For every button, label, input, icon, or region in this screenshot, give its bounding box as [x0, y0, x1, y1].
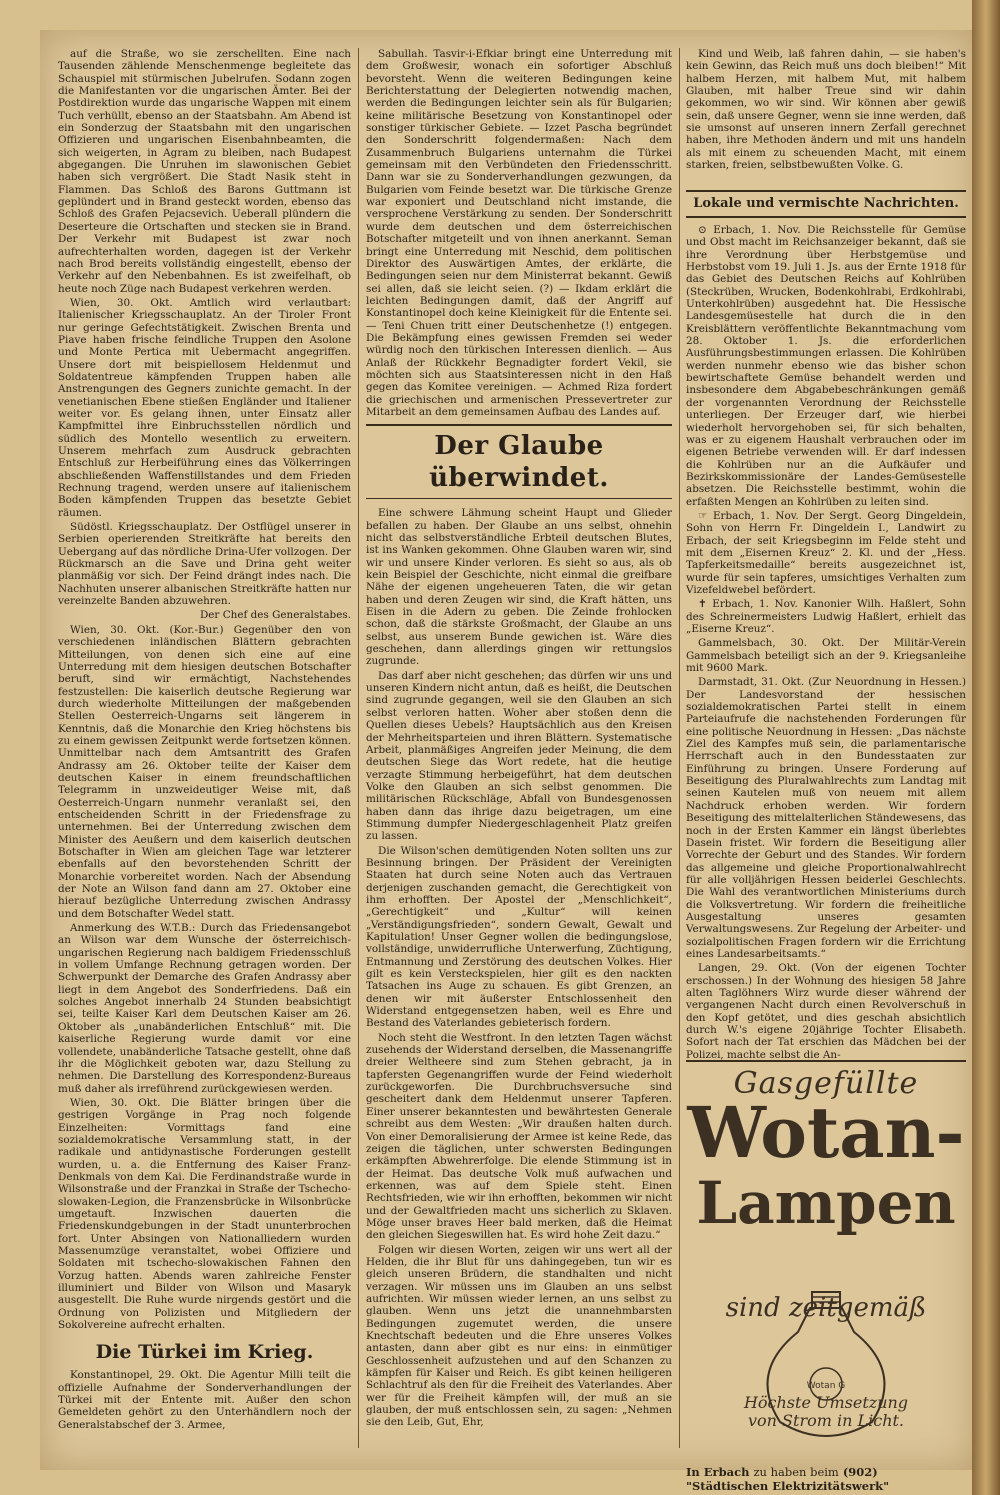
heading-lokale: Lokale und vermischte Nachrichten.: [686, 190, 966, 218]
article-paragraph: Wien, 30. Okt. (Kor.-Bur.) Gegenüber den von verschiedenen inländischen Blättern gebrachten Mitteilungen, von denen sich eine auf eine Unterredung mit dem hiesigen deutschen Botschafter beruft, sind wir ermächtigt, Nachstehendes festzustellen: Die kaiserlich deutsche Regierung war durch wiederholte Mitteilungen der maßgebenden Stellen Oesterreich-Ungarns seit längerem in Kenntnis, daß die Monarchie den Krieg höchstens bis zu einem gewissen Zeitpunkt werde fortsetzen können. Unmittelbar nach dem Amtsantritt des Grafen Andrassy am 26. Oktober teilte der Kaiser dem deutschen Kaiser in einem freundschaftlichen Telegramm in unzweideutiger Weise mit, daß Oesterreich-Ungarn nunmehr veranlaßt sei, den entscheidenden Schritt in der Friedensfrage zu unternehmen. Bei der Unterredung zwischen dem Minister des Aeußern und dem kaiserlich deutschen Botschafter in Wien am gleichen Tage war letzterer ebenfalls auf den bevorstehenden Schritt der Monarchie vorbereitet worden. Nach der Absendung der Note an Wilson fand dann am 27. Oktober eine hierauf bezügliche Unterredung zwischen Andrassy und dem Botschafter Wedel statt.: [58, 623, 351, 920]
lokale-section: [686, 224, 966, 1059]
article-paragraph: Anmerkung des W.T.B.: Durch das Friedensangebot an Wilson war dem Wunsche der österreichisch-ungarischen Regierung nach baldigem Friedensschluß in vollem Umfange Rechnung getragen worden. Der Schwerpunkt der Demarche des Grafen Andrassy aber liegt in dem Angebot des Sonderfriedens. Daß ein solches Angebot innerhalb 24 Stunden beabsichtigt sei, teilte Kaiser Karl dem Deutschen Kaiser am 26. Oktober als „unabänderlichen Entschluß“ mit. Die kaiserliche Regierung wurde damit vor eine vollendete, unabänderliche Tatsache gestellt, ohne daß ihr die Möglichkeit geboten war, dazu Stellung zu nehmen. Die Darstellung des Korrespondenz-Bureaus muß daher als irreführend zurückgewiesen werden.: [58, 922, 351, 1095]
ad-footer-shop: "Städtischen Elektrizitätswerk": [686, 1479, 890, 1493]
column-3-top: [686, 48, 966, 184]
wotan-lamp-advertisement: [686, 1060, 966, 1457]
column-divider: [358, 48, 359, 1448]
news-item: ✝ Erbach, 1. Nov. Kanonier Wilh. Haßlert, Sohn des Schreinermeisters Ludwig Haßlert, erhielt das „Eiserne Kreuz“.: [686, 598, 966, 635]
ad-slogan: sind zeitgemäß: [725, 1293, 927, 1323]
ad-footer: [686, 1465, 966, 1493]
ad-brand-lampen: Lampen: [696, 1169, 956, 1238]
news-item: Gammelsbach, 30. Okt. Der Militär-Verein Gammelsbach beteiligt sich an der 9. Kriegsanleihe mit 9600 Mark.: [686, 637, 966, 675]
ad-footer-prefix: In: [686, 1465, 700, 1479]
article-paragraph: Eine schwere Lähmung scheint Haupt und Glieder befallen zu haben. Der Glaube an uns selbst, ohnehin nicht das selbstverständliche Erbteil deutschen Blutes, ist ins Wanken gekommen. Ohne Glauben waren wir, sind wir und unsere Kinder verloren. Es sieht so aus, als ob kein Beispiel der Geschichte, nicht einmal die greifbare Nähe der eigenen ungeheueren Taten, die wir getan haben und deren Zeugen wir sind, die Kraft hätten, uns Eisen in die Adern zu geben. Die Zeinde frohlocken schon, daß die stärkste Großmacht, der Glaube an uns selbst, aus unserem Bunde gewichen ist. Wäre dies geschehen, dann allerdings gingen wir rettungslos zugrunde.: [366, 507, 672, 668]
news-item: Darmstadt, 31. Okt. (Zur Neuordnung in Hessen.) Der Landesvorstand der hessischen sozialdemokratischen Partei stellt in einem Parteiaufrufe die nachstehenden Forderungen für eine politische Neuordnung in Hessen: „Das nächste Ziel des Kampfes muß sein, die parlamentarische Herrschaft auch in den Bundesstaaten zur Einführung zu bringen. Unsere Forderung auf Beseitigung des Pluralwahlrechts zum Landtag mit seinen Kautelen muß von neuem mit allem Nachdruck erhoben werden. Wir fordern Beseitigung des mittelalterlichen Ständewesens, das noch in der Ersten Kammer ein längst überlebtes Dasein fristet. Wir fordern die Beseitigung aller Vorrechte der Geburt und des Standes. Wir fordern das allgemeine und gleiche Proportionalwahlrecht für alle volljährigen Hessen beiderlei Geschlechts. Die Wahl des verantwortlichen Ministeriums durch die Volksvertretung. Wir fordern die freiheitliche Ausgestaltung unseres gesamten Verwaltungswesens. Zur Regelung der Arbeiter- und sozialpolitischen Fragen fordern wir die Errichtung eines Landesarbeitsamts.“: [686, 676, 966, 960]
ad-footer-place: Erbach: [703, 1465, 750, 1479]
article-paragraph: Die Wilson'schen demütigenden Noten sollten uns zur Besinnung bringen. Der Präsident der Vereinigten Staaten hat durch seine Noten auch das Vertrauen derjenigen zuschanden gemacht, die Gerechtigkeit von ihm erhofften. Der Apostel der „Menschlichkeit“, „Gerechtigkeit“ und „Kultur“ will keinen „Verständigungsfrieden“, sondern Gewalt, Gewalt und Kapitulation! Unser Gegner wollen die bedingungslose, vollständige, unwiderrufliche Unterwerfung, Züchtigung, Entmannung und Zerstörung des deutschen Volkes. Hier gilt es kein Versteckspielen, hier gilt es den nackten Tatsachen ins Auge zu schauen. Es gibt Grenzen, an denen wir mit äußerster Entschlossenheit den Widerstand entgegensetzen haben, weil es Ehre und Bestand des Vaterlandes gebieterisch fordern.: [366, 844, 672, 1030]
ad-footer-number: (902): [842, 1465, 878, 1479]
ad-tagline-line2: von Strom in Licht.: [747, 1411, 905, 1430]
book-binding-edge: [972, 0, 1000, 1495]
article-paragraph: auf die Straße, wo sie zerschellten. Eine nach Tausenden zählende Menschenmenge begleitete das Schauspiel mit stürmischen Jubelrufen. Sodann zogen die Manifestanten vor die ungarischen Ämter. Bei der Postdirektion wurde das ungarische Wappen mit einem Tuch verhüllt, ebenso an der Staatsbahn. Am Abend ist ein Sonderzug der Staatsbahn mit den ungarischen Offizieren und ungarischen Eisenbahnbeamten, die sich weigerten, in Agram zu bleiben, nach Budapest abgegangen. Die Unruhen im slawonischen Gebiet haben sich vergrößert. Die Stadt Nasik steht in Flammen. Das Schloß des Barons Guttmann ist geplündert und in Brand gesteckt worden, ebenso das Schloß des Grafen Pejacsevich. Ueberall plündern die Deserteure die Ortschaften und stecken sie in Brand. Der Verkehr mit Budapest ist zwar noch aufrechterhalten worden, dagegen ist der Verkehr nach Brod bereits vollständig eingestellt, ebenso der Verkehr auf den Nebenbahnen. Es ist zweifelhaft, ob heute noch Züge nach Budapest verkehren werden.: [58, 48, 351, 295]
article-paragraph: Südöstl. Kriegsschauplatz. Der Ostflügel unserer in Serbien operierenden Streitkräfte hat bereits den Uebergang auf das nördliche Drina-Ufer vollzogen. Der Rückmarsch an die Save und Drina geht weiter planmäßig vor sich. Der Feind drängt indes nach. Die Nachhuten unserer albanischen Streitkräfte hatten nur vereinzelte Banden abzuwehren.: [58, 521, 351, 608]
column-divider: [679, 48, 680, 1448]
article-paragraph: Wien, 30. Okt. Die Blätter bringen über die gestrigen Vorgänge in Prag noch folgende Einzelheiten: Vormittags fand eine sozialdemokratische Versammlung statt, in der radikale und antidynastische Forderungen gestellt wurden, u. a. die Entfernung des Kaiser Franz-Denkmals von dem Kai. Die Ferdinandstraße wurde in Wilsonstraße und der Franzkai in Straße der Tschecho-slowaken-Legion, die Franzensbrücke in Wilsonbrücke umgetauft. Inzwischen dauerten die Friedenskundgebungen in der Stadt ununterbrochen fort. Unter Absingen von Nationalliedern wurden Massenumzüge veranstaltet, wobei Offiziere und Soldaten mit tschecho-slowakischen Fahnen den Vorzug hatten. Abends waren zahlreiche Fenster illuminiert und Bilder von Wilson und Masaryk ausgestellt. Die Ruhe wurde nirgends gestört und die Ordnung von Polizisten und Mitgliedern der Sokolvereine aufrecht erhalten.: [58, 1096, 351, 1332]
ad-tagline-line1: Höchste Umsetzung: [743, 1393, 909, 1412]
article-paragraph: Wien, 30. Okt. Amtlich wird verlautbart: Italienischer Kriegsschauplatz. An der Tiroler Front nur geringe Gefechtstätigkeit. Zwischen Brenta und Piave haben frische feindliche Truppen den Asolone und Monte Pertica mit Uebermacht angegriffen. Unsere dort mit beispiellosem Heldenmut und Soldatentreue kämpfenden Truppen haben alle Anstrengungen des Gegners zunichte gemacht. In der venetianischen Ebene stießen Engländer und Italiener weiter vor. Es gelang ihnen, unter Einsatz aller Kampfmittel ihre Einbruchsstellen nördlich und südlich des Montello wesentlich zu erweitern. Unserem mehrfach zum Ausdruck gebrachten Entschluß zur Herbeiführung eines das Völkerringen abschließenden Waffenstillstandes und dem Frieden Rechnung tragend, werden unsere auf italienischem Boden kämpfenden Truppen das besetzte Gebiet räumen.: [58, 296, 351, 519]
news-item: ⊙ Erbach, 1. Nov. Die Reichsstelle für Gemüse und Obst macht im Reichsanzeiger bekannt, daß sie ihre Verordnung über Herbstgemüse und Herbstobst vom 19. Juli 1. Js. aus der Ernte 1918 für das Gebiet des Deutschen Reichs auf Kohlrüben (Steckrüben, Wrucken, Bodenkohlrabi, Erdkohlrabi, Unterkohlrüben) ausgedehnt hat. Die Hessische Landesgemüsestelle hat durch die in den Kreisblättern veröffentlichte Bekanntmachung vom 28. Oktober 1. Js. die erforderlichen Ausführungsbestimmungen erlassen. Die Kohlrüben werden nunmehr ebenso wie das bisher schon bewirtschaftete Gemüse behandelt werden und insbesondere dem Abgabebeschränkungen gemäß der vorgenannten Verordnung der Reichsstelle unterliegen. Der Erzeuger darf, wie hierbei wiederholt hervorgehoben sei, für sich behalten, was er zu eigenem Haushalt verbrauchen oder im eigenen Betriebe verwenden will. Er darf indessen die Kohlrüben nur an die Aufkäufer und Bezirkskommissionäre der Landes-Gemüsestelle absetzen. Die Reichsstelle bestimmt, wohin die erfaßten Mengen an Kohlrüben zu leiten sind.: [686, 224, 966, 508]
bulb-label: Wotan G: [806, 1381, 846, 1391]
newspaper-page: [40, 30, 975, 1493]
ad-tagline: [686, 1394, 966, 1430]
ad-headline: Gasgefüllte: [733, 1066, 919, 1101]
column-1: [58, 48, 351, 1448]
article-paragraph: Konstantinopel, 29. Okt. Die Agentur Milli teilt die offizielle Aufnahme der Sonderverhandlungen der Türkei mit der Entente mit. Außer den schon Gemeldeten gehört zu den Unterhändlern noch der Generalstabschef der 3. Armee,: [58, 1369, 351, 1431]
heading-glaube: Der Glaube überwindet.: [366, 424, 672, 499]
column-2: [366, 48, 672, 1448]
article-paragraph: Folgen wir diesen Worten, zeigen wir uns wert all der Helden, die ihr Blut für uns dahingegeben, tun wir es gleich unseren Brüdern, die standhalten und nicht verzagen. Wir müssen uns im Glauben an uns selbst aufrichten. Wir müssen wieder lernen, an uns selbst zu glauben. Wenn uns jetzt die unannehmbarsten Bedingungen zugemutet werden, die unsere Knechtschaft bedeuten und die Ehre unseres Volkes antasten, dann aber gibt es nur eins: in einmütiger Geschlossenheit aufzustehen und auf den Schanzen zu kämpfen für Kaiser und Reich. Es gibt keinen heiligeren Schlachtruf als den für die Freiheit des Vaterlandes. Aber wer für die Freiheit kämpfen will, der muß an sie glauben, der muß entschlossen sein, zu sagen: „Nehmen sie den Leib, Gut, Ehr,: [366, 1243, 672, 1429]
news-item: Langen, 29. Okt. (Von der eigenen Tochter erschossen.) In der Wohnung des hiesigen 58 Jahre alten Taglöhners Wirz wurde dieser während der vergangenen Nacht durch einen Revolverschuß in den Kopf getötet, und dies geschah absichtlich durch W.'s eigene 20jährige Tochter Elisabeth. Sofort nach der Tat erschien das Mädchen bei der Polizei, machte selbst die An-: [686, 962, 966, 1061]
article-signature: Der Chef des Generalstabes.: [199, 609, 351, 622]
article-paragraph: Das darf aber nicht geschehen; das dürfen wir uns und unseren Kindern nicht antun, daß es heißt, die Deutschen sind zugrunde gegangen, weil sie den Glauben an sich selbst verloren hatten. Woher aber stoßen denn die Quellen dieses Uebels? Hauptsächlich aus den Kreisen der Mehrheitsparteien und ihren Blättern. Systematische Arbeit, planmäßiges Angreifen jeder Meinung, die dem deutschen Siege das Wort redete, hat die heutige verzagte Stimmung herbeigeführt, hat dem deutschen Volke den Glauben an sich selbst genommen. Die militärischen Rückschläge, Abfall von Bundesgenossen haben dann das ihrige dazu beigetragen, um eine Stimmung dumpfer Niedergeschlagenheit Platz greifen zu lassen.: [366, 669, 672, 843]
heading-turkei: Die Türkei im Krieg.: [95, 1341, 314, 1364]
article-paragraph: Kind und Weib, laß fahren dahin, — sie haben's kein Gewinn, das Reich muß uns doch bleiben!“ Mit halbem Herzen, mit halbem Mut, mit halbem Glauben, mit halber Treue sind wir dahin gekommen, wo wir sind. Wir können aber gewiß sein, daß unsere Gegner, wenn sie inne werden, daß sie umsonst auf unseren innern Zerfall gerechnet haben, ihre Methoden ändern und mit uns handeln als mit einem zu scheuenden Macht, mit einem starken, freien, selbstbewußten Volke. G.: [686, 48, 966, 172]
article-paragraph: Noch steht die Westfront. In den letzten Tagen wächst zusehends der Widerstand derselben, die Massenangriffe dreier Weltheere sind zum Stehen gebracht, ja in tapfersten Gegenangriffen wurde der Feind wiederholt zurückgeworfen. Die Durchbruchsversuche sind gescheitert dank dem Heldenmut unserer Tapferen. Einer unserer bekanntesten und bewährtesten Generale schreibt aus dem Westen: „Wir draußen halten durch. Von einer Demoralisierung der Armee ist keine Rede, das zeigen die täglichen, unter schwersten Bedingungen erkämpften Abwehrerfolge. Die elende Stimmung ist in der Heimat. Das deutsche Volk muß aufwachen und erkennen, was auf dem Spiele steht. Einen Rechtsfrieden, wie wir ihn erhofften, bekommen wir nicht und der Gewaltfrieden macht uns sicherlich zu Sklaven. Möge unser braves Heer bald merken, daß die Heimat den gleichen Siegeswillen hat. Es wird hohe Zeit dazu.“: [366, 1031, 673, 1242]
ad-brand-wotan: Wotan-: [687, 1091, 965, 1175]
column-3: [686, 48, 966, 1493]
news-item: ☞ Erbach, 1. Nov. Der Sergt. Georg Dingeldein, Sohn von Herrn Fr. Dingeldein I., Landwirt zu Erbach, der seit Kriegsbeginn im Felde steht und mit dem „Eisernen Kreuz“ 2. Kl. und der „Hess. Tapferkeitsmedaille“ bereits ausgezeichnet ist, wurde für sein tapferes, umsichtiges Verhalten zum Vizefeldwebel befördert.: [686, 509, 966, 596]
ad-footer-text: zu haben beim: [753, 1465, 839, 1479]
article-paragraph: Sabullah. Tasvir-i-Efkiar bringt eine Unterredung mit dem Großwesir, wonach ein sofortiger Abschluß bevorsteht. Wenn die weiteren Bedingungen keine Berichterstattung der Delegierten notwendig machen, werden die Bedingungen leichter sein als für Bulgarien; keine militärische Besetzung von Konstantinopel oder sonstiger türkischer Gebiete. — Izzet Pascha begründet den Sonderschritt folgendermaßen: Nach dem Zusammenbruch Bulgariens unternahm die Türkei gemeinsam mit den Verbündeten den Friedensschritt. Dann war sie zu Sonderverhandlungen gezwungen, da Bulgarien vom Feinde besetzt war. Die türkische Grenze war exponiert und Deutschland nicht imstande, die versprochene Verstärkung zu senden. Der Sonderschritt wurde dem deutschen und dem österreichischen Botschafter mitgeteilt und von ihnen anerkannt. Seman bringt eine Unterredung mit Neschid, dem politischen Direktor des Auswärtigen Amtes, der erklärte, die Bedingungen seien nur dem Ministerrat bekannt. Gewiß sei allen, daß sie leicht seien. (?) — Ikdam erklärt die leichten Bedingungen damit, daß der Angriff auf Konstantinopel doch keine Kleinigkeit für die Entente sei. — Teni Chuen tritt einer Deutschenhetze (!) entgegen. Die Bekämpfung eines gewissen Fremden sei weder würdig noch den türkischen Interessen dienlich. — Aus Anlaß der Rückkehr Begnadigter fordert Vekil, sie möchten sich aus Staatsinteressen nicht in den Haß gegen das Komitee vereinigen. — Achmed Riza fordert die griechischen und armenischen Pressevertreter zur Mitarbeit an dem gemeinsamen Aufbau des Landes auf.: [366, 48, 672, 418]
